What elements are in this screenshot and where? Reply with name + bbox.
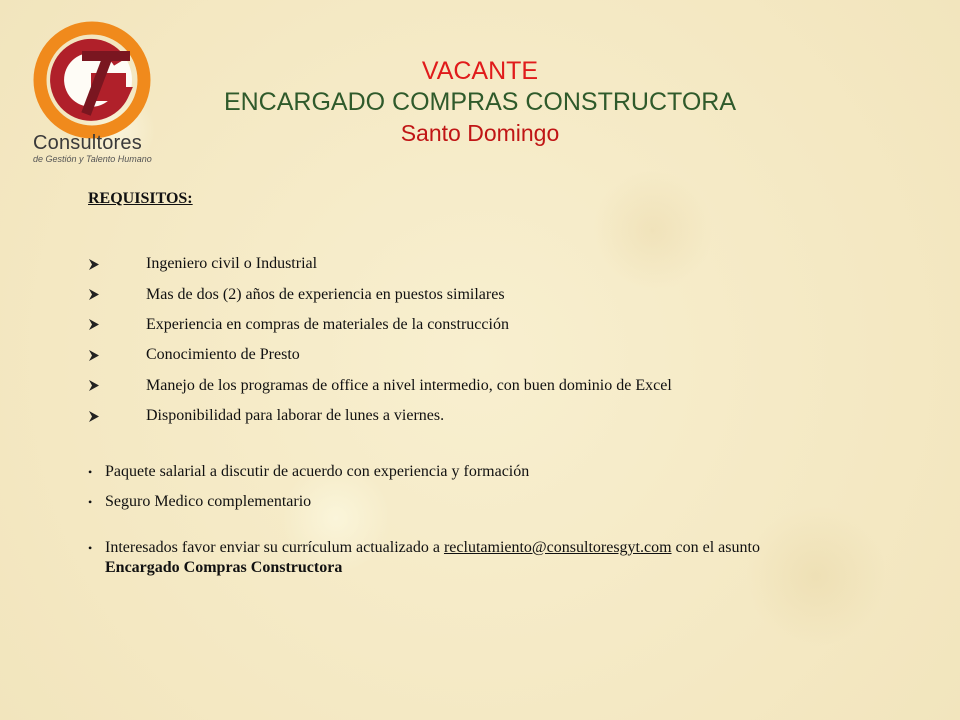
arrow-bullet-icon <box>88 288 146 301</box>
contact-text <box>105 538 760 578</box>
requirement-item <box>88 310 672 340</box>
job-location: Santo Domingo <box>400 120 560 146</box>
benefit-item <box>88 462 908 482</box>
requirement-text: Disponibilidad para laborar de lunes a viernes. <box>146 407 445 425</box>
vacancy-header <box>180 56 780 148</box>
requirement-item <box>88 249 672 279</box>
contact-middle: con el asunto <box>671 539 760 556</box>
contact-item <box>88 538 908 578</box>
requirement-item <box>88 279 672 309</box>
requirement-text: Conocimiento de Presto <box>146 346 300 364</box>
vacancy-label: VACANTE <box>421 57 539 85</box>
benefit-text: Paquete salarial a discutir de acuerdo con experiencia y formación <box>105 463 530 480</box>
logo-name: Consultores <box>33 132 142 154</box>
requirement-item <box>88 371 672 401</box>
arrow-bullet-icon <box>88 379 146 392</box>
requirement-text: Ingeniero civil o Industrial <box>146 255 318 273</box>
arrow-bullet-icon <box>88 258 146 271</box>
bullet-dot-icon: • <box>88 465 93 479</box>
arrow-bullet-icon <box>88 349 146 362</box>
requirement-text: Experiencia en compras de materiales de la construcción <box>146 315 509 333</box>
contact-subject: Encargado Compras Constructora <box>105 559 343 576</box>
contact-email-link[interactable]: reclutamiento@consultoresgyt.com <box>443 539 672 556</box>
benefits-list <box>88 462 908 588</box>
benefit-item <box>88 492 908 512</box>
requirements-heading: REQUISITOS: <box>88 190 193 207</box>
bullet-dot-icon: • <box>88 541 93 555</box>
logo-text <box>33 132 152 164</box>
logo-mark-icon <box>22 16 162 146</box>
requirement-text: Manejo de los programas de office a nivel intermedio, con buen dominio de Excel <box>146 376 672 394</box>
job-title: ENCARGADO COMPRAS CONSTRUCTORA <box>223 88 737 116</box>
bullet-dot-icon: • <box>88 495 93 509</box>
requirement-item <box>88 340 672 370</box>
requirement-text: Mas de dos (2) años de experiencia en puestos similares <box>146 285 505 303</box>
contact-prefix: Interesados favor enviar su currículum actualizado a <box>105 539 444 556</box>
benefit-text: Seguro Medico complementario <box>105 493 312 510</box>
logo-tagline: de Gestión y Talento Humano <box>33 154 152 164</box>
requirements-list <box>88 249 672 431</box>
requirement-item <box>88 401 672 431</box>
arrow-bullet-icon <box>88 410 146 423</box>
arrow-bullet-icon <box>88 318 146 331</box>
